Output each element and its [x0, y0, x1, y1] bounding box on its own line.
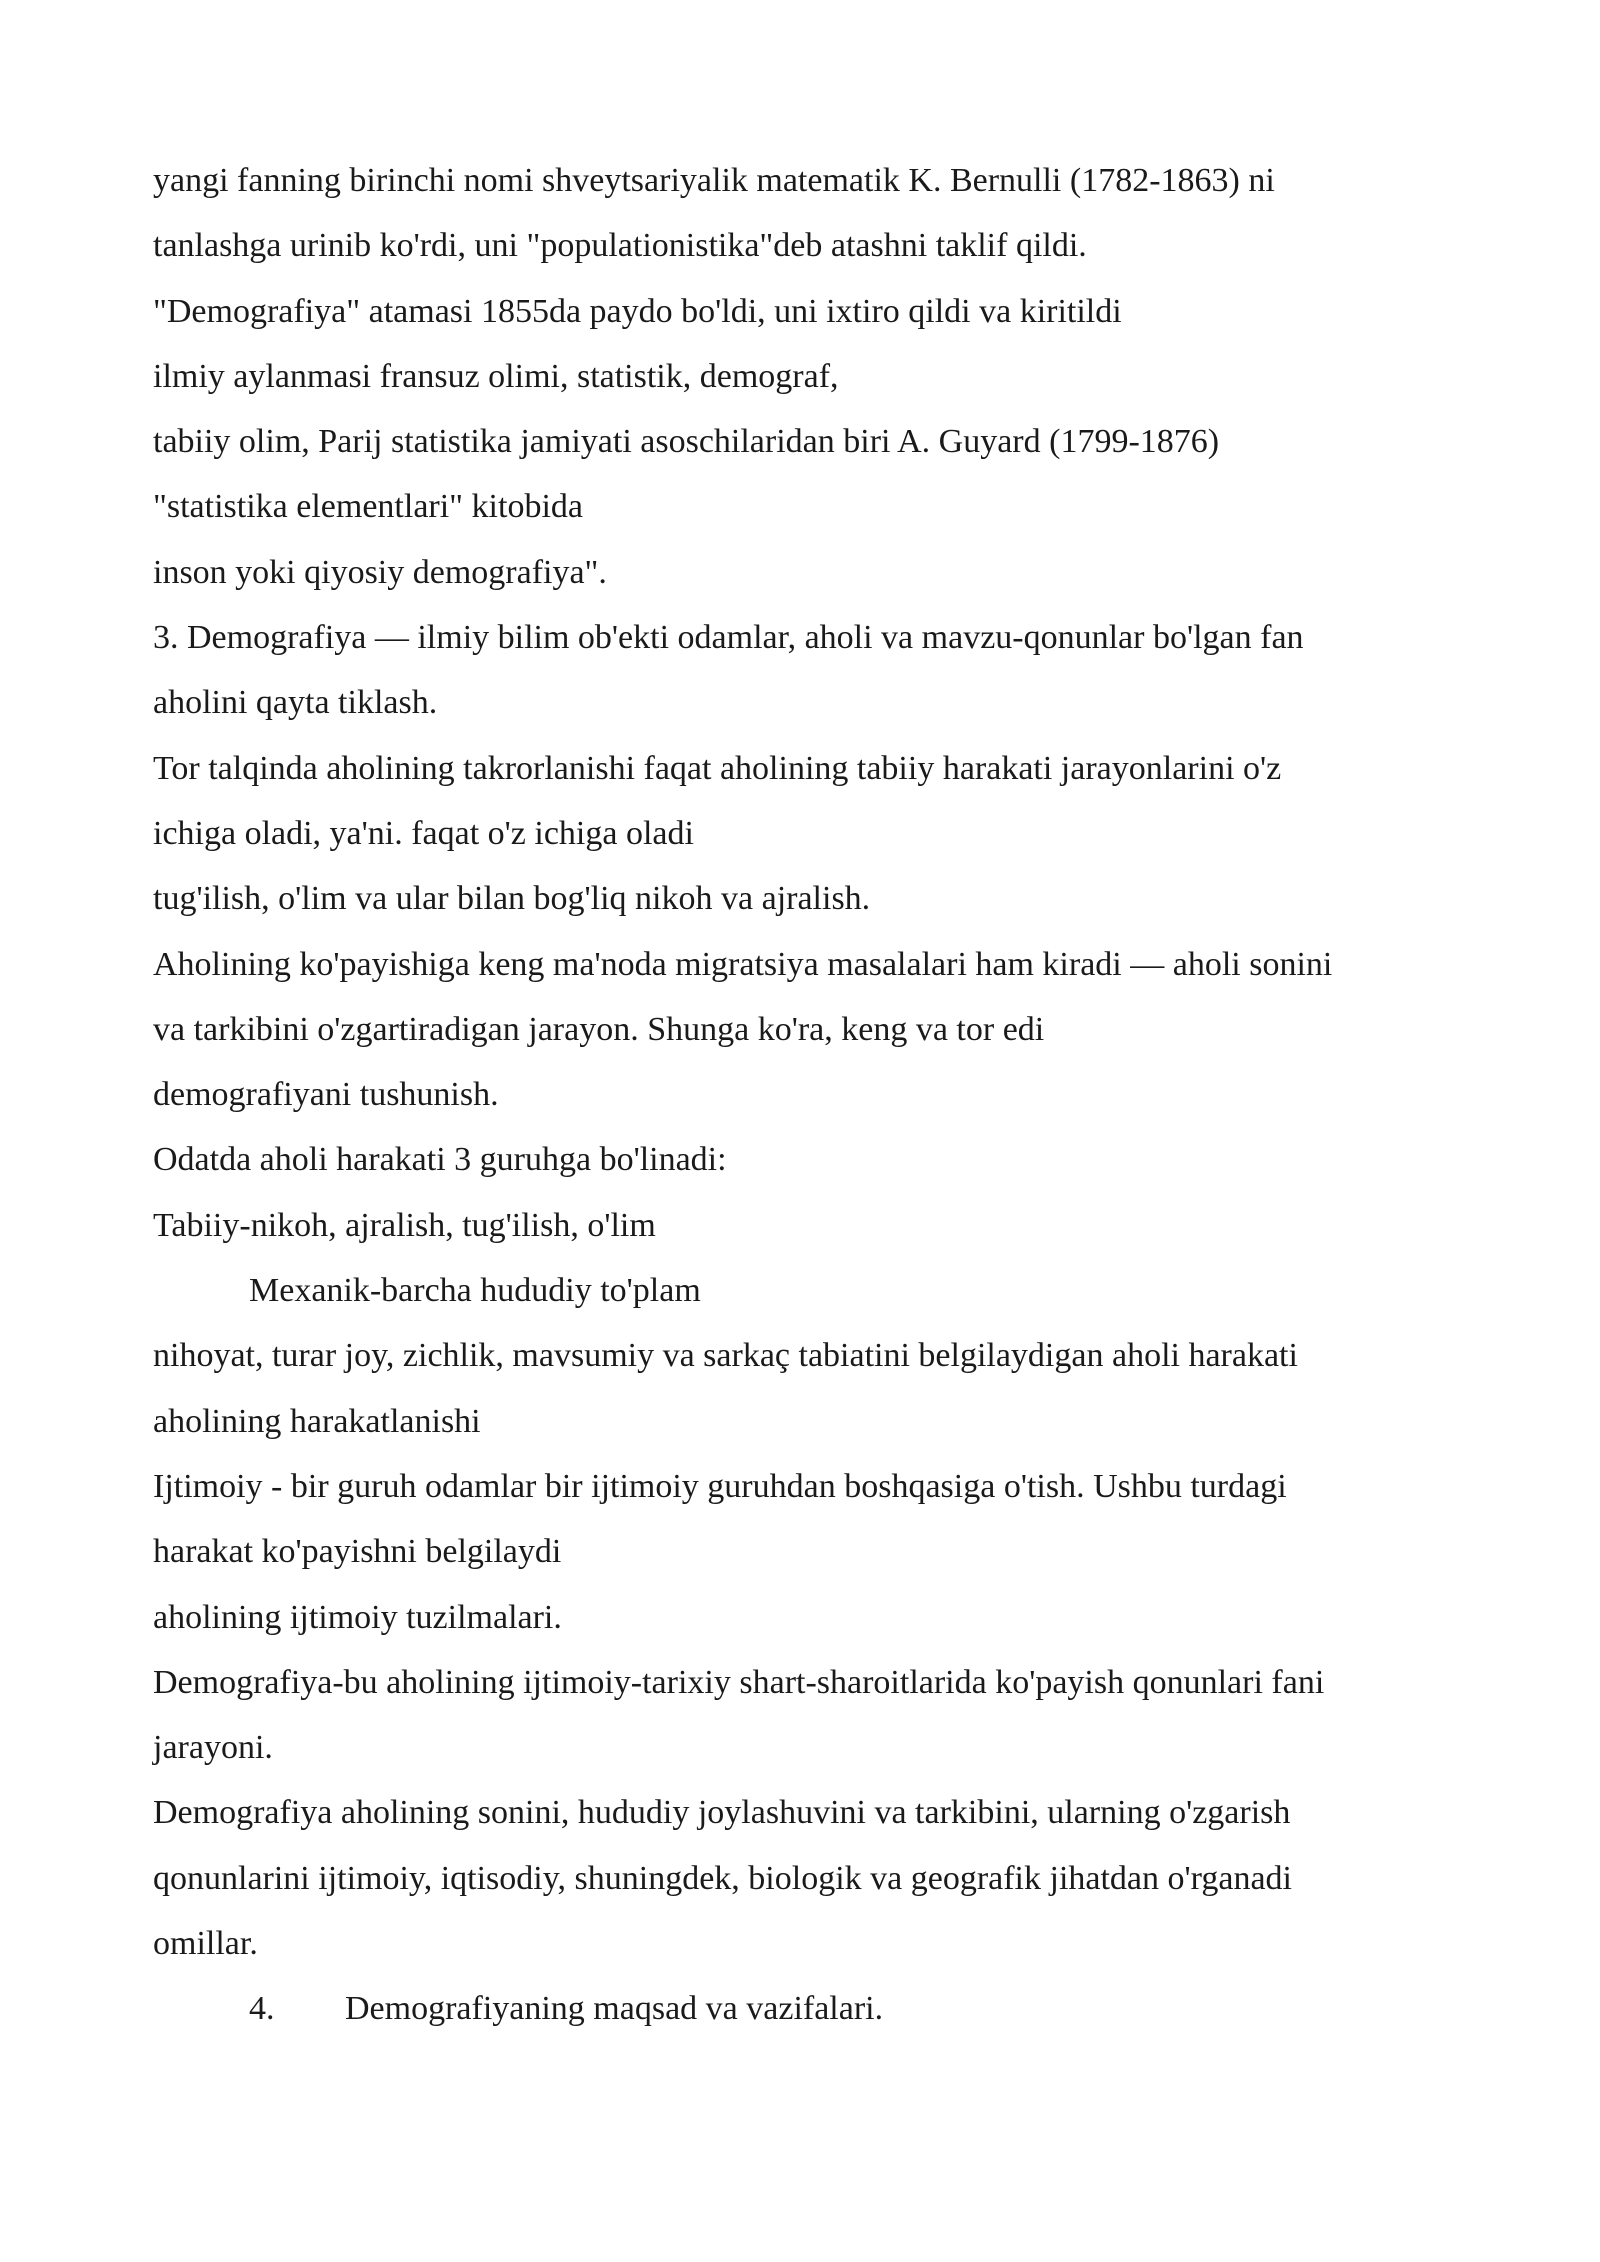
text-line: Tabiiy-nikoh, ajralish, tug'ilish, o'lim [153, 1206, 656, 1244]
text-line: demografiyani tushunish. [153, 1076, 499, 1114]
text-line: aholining harakatlanishi [153, 1402, 481, 1440]
text-line: yangi fanning birinchi nomi shveytsariyalik matematik K. Bernulli (1782-1863) ni [153, 162, 1275, 199]
text-line: aholini qayta tiklash. [153, 684, 438, 722]
text-line: Aholining ko'payishiga keng ma'noda migratsiya masalalari ham kiradi — aholi sonini [153, 945, 1333, 983]
document-body [153, 148, 1473, 2042]
text-line: harakat ko'payishni belgilaydi [153, 1533, 562, 1571]
numbered-heading [153, 1976, 1473, 2041]
text-line: tabiiy olim, Parij statistika jamiyati asoschilaridan biri A. Guyard (1799-1876) [153, 423, 1220, 461]
text-line: "statistika elementlari" kitobida [153, 488, 583, 526]
text-line: jarayoni. [153, 1729, 273, 1767]
text-line: Demografiya-bu aholining ijtimoiy-tarixiy shart-sharoitlarida ko'payish qonunlari fani [153, 1663, 1325, 1701]
text-line: aholining ijtimoiy tuzilmalari. [153, 1598, 562, 1636]
text-line: "Demografiya" atamasi 1855da paydo bo'ldi, uni ixtiro qildi va kiritildi [153, 292, 1122, 330]
heading-text: Demografiyaning maqsad va vazifalari. [345, 1990, 884, 2028]
text-line: omillar. [153, 1925, 258, 1963]
text-line: Ijtimoiy - bir guruh odamlar bir ijtimoiy guruhdan boshqasiga o'tish. Ushbu turdagi [153, 1467, 1287, 1505]
text-line: Odatda aholi harakati 3 guruhga bo'linadi: [153, 1141, 727, 1179]
text-line: tanlashga urinib ko'rdi, uni "populationistika"deb atashni taklif qildi. [153, 227, 1087, 265]
text-line: va tarkibini o'zgartiradigan jarayon. Shunga ko'ra, keng va tor edi [153, 1010, 1045, 1048]
text-line: tug'ilish, o'lim va ular bilan bog'liq nikoh va ajralish. [153, 880, 871, 918]
heading-number: 4. [249, 1990, 275, 2028]
text-line: qonunlarini ijtimoiy, iqtisodiy, shuningdek, biologik va geografik jihatdan o'rganadi [153, 1859, 1292, 1897]
text-line: ichiga oladi, ya'ni. faqat o'z ichiga oladi [153, 814, 694, 852]
text-line-indented: Mexanik-barcha hududiy to'plam [249, 1272, 701, 1310]
text-line: Demografiya aholining sonini, hududiy joylashuvini va tarkibini, ularning o'zgarish [153, 1794, 1291, 1832]
text-line: ilmiy aylanmasi fransuz olimi, statistik, demograf, [153, 357, 839, 395]
text-line: nihoyat, turar joy, zichlik, mavsumiy va sarkaç tabiatini belgilaydigan aholi harakati [153, 1337, 1298, 1375]
text-line: inson yoki qiyosiy demografiya". [153, 553, 607, 591]
text-line: Tor talqinda aholining takrorlanishi faqat aholining tabiiy harakati jarayonlarini o'z [153, 749, 1282, 787]
text-line: 3. Demografiya — ilmiy bilim ob'ekti odamlar, aholi va mavzu-qonunlar bo'lgan fan [153, 619, 1304, 657]
